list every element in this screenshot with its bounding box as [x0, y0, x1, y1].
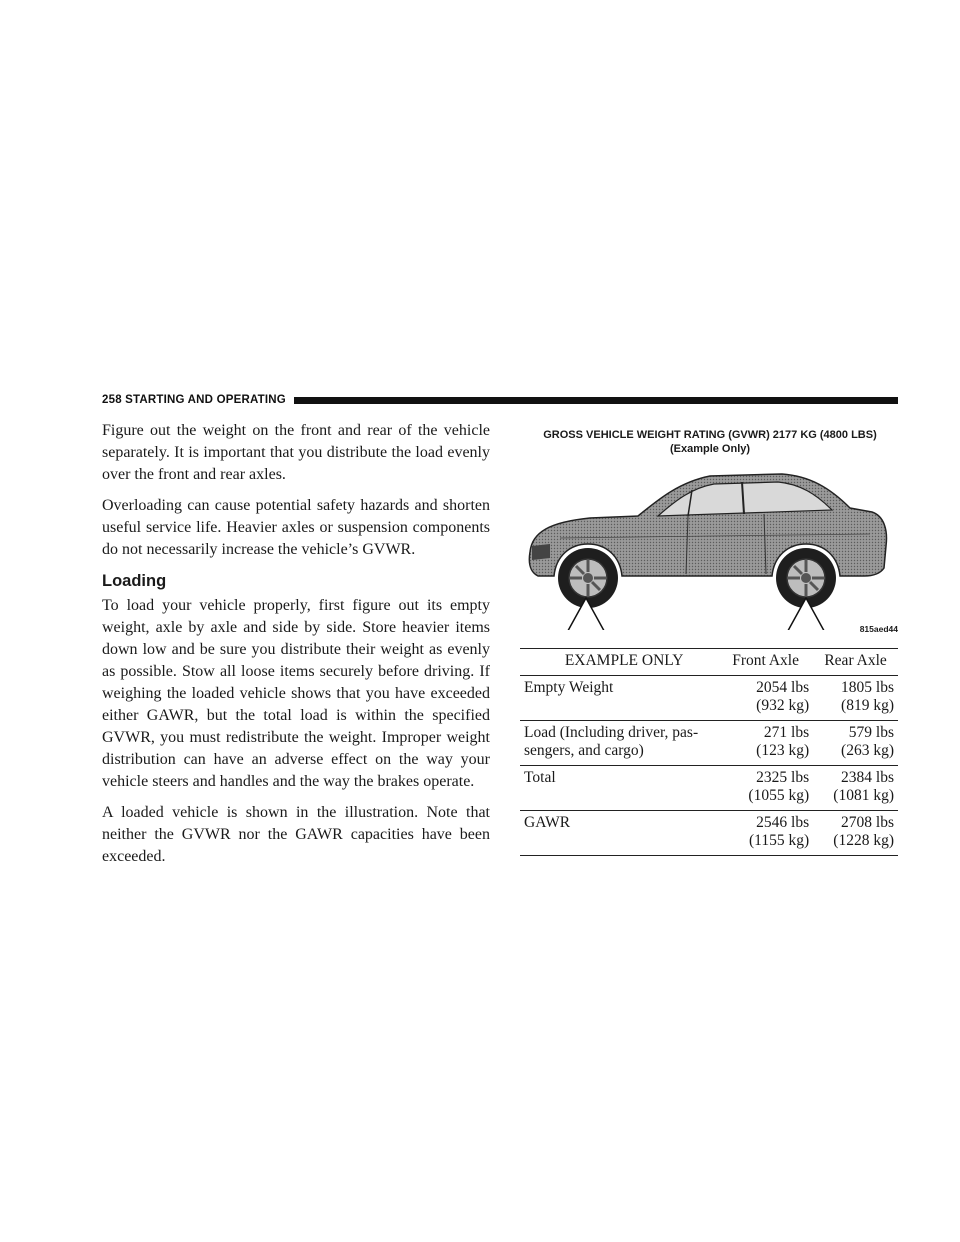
rear-axle-value: 2708 lbs (1228 kg): [813, 811, 898, 856]
car-illustration: [520, 460, 900, 630]
header-rear-axle: Rear Axle: [813, 649, 898, 676]
front-wheel: [558, 548, 618, 608]
paragraph-loading-instructions: To load your vehicle properly, first figure out its empty weight, axle by axle and side by side. Store heavier items down low and be sure you distribute their weight as evenly as possible. Stow all loose items securely before driving. If weighing the loaded vehicle shows that you have exceeded either GAWR, but the total load is within the specified GVWR, you must redistribute the weight. Improper weight distribution can have an adverse effect on the way your vehicle steers and handles and the way the brakes operate.: [102, 597, 490, 790]
row-label: Empty Weight: [520, 676, 728, 721]
table-row: [520, 676, 898, 721]
table-row: [520, 766, 898, 811]
paragraph-overloading: Overloading can cause potential safety hazards and shorten useful service life. Heavier axles or suspension components do not necessarily increase the vehicle’s GVWR.: [102, 497, 490, 558]
row-label: Load (Including driver, pas-sengers, and cargo): [520, 721, 728, 766]
table-row: [520, 811, 898, 856]
rear-axle-value: 1805 lbs (819 kg): [813, 676, 898, 721]
front-axle-value: 2325 lbs (1055 kg): [728, 766, 813, 811]
rear-axle-value: 2384 lbs (1081 kg): [813, 766, 898, 811]
page-header: [102, 391, 898, 409]
row-label: GAWR: [520, 811, 728, 856]
body-text-column: [102, 420, 490, 877]
front-axle-value: 2546 lbs (1155 kg): [728, 811, 813, 856]
header-example-only: EXAMPLE ONLY: [520, 649, 728, 676]
header-front-axle: Front Axle: [728, 649, 813, 676]
front-axle-value: 2054 lbs (932 kg): [728, 676, 813, 721]
paragraph-weight-distribution: Figure out the weight on the front and rear of the vehicle separately. It is important that you distribute the load evenly over the front and rear axles.: [102, 422, 490, 483]
row-label: Total: [520, 766, 728, 811]
section-heading-loading: Loading: [102, 572, 167, 590]
figure-subtitle: (Example Only): [669, 443, 751, 455]
table-header-row: [520, 649, 898, 676]
table-row: [520, 721, 898, 766]
page-number-section: 258 STARTING AND OPERATING: [102, 394, 286, 406]
front-axle-value: 271 lbs (123 kg): [728, 721, 813, 766]
figure-title: GROSS VEHICLE WEIGHT RATING (GVWR) 2177 KG (4800 LBS): [543, 429, 877, 441]
figure-code: 815aed44: [859, 624, 898, 634]
rear-axle-value: 579 lbs (263 kg): [813, 721, 898, 766]
header-rule: [294, 397, 898, 404]
paragraph-illustration-note: A loaded vehicle is shown in the illustration. Note that neither the GVWR nor the GAWR capacities have been exceeded.: [102, 804, 490, 865]
axle-weight-table: [520, 648, 898, 856]
gvwr-figure: [520, 428, 900, 638]
